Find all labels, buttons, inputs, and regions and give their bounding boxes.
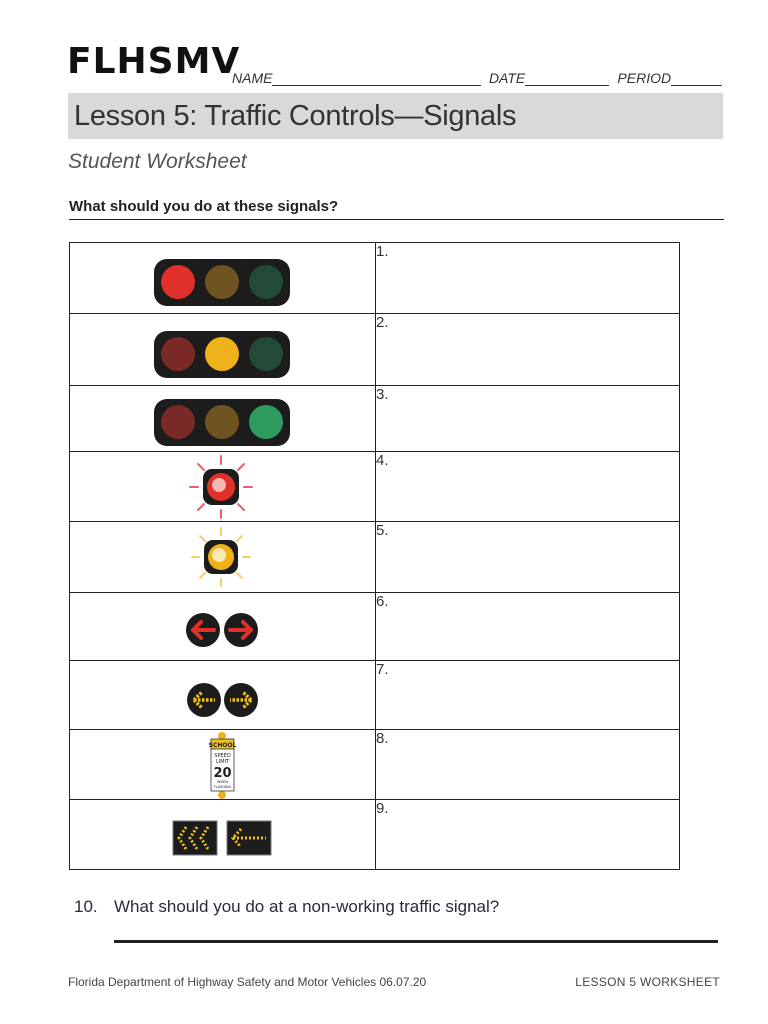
table-row bbox=[70, 800, 680, 870]
sign-limit-text: LIMIT bbox=[215, 759, 230, 765]
date-field[interactable] bbox=[525, 71, 609, 86]
signal-image-cell bbox=[70, 661, 376, 730]
signal-image-cell bbox=[70, 386, 376, 452]
answer-cell[interactable] bbox=[376, 452, 680, 522]
date-label: DATE bbox=[488, 70, 526, 86]
row-number: 5. bbox=[376, 522, 389, 539]
row-number: 1. bbox=[376, 243, 389, 260]
row-number: 2. bbox=[376, 314, 389, 331]
table-row bbox=[70, 386, 680, 452]
sign-top-text: SCHOOL bbox=[208, 742, 237, 749]
row-number: 8. bbox=[376, 730, 389, 747]
question-heading: What should you do at these signals? bbox=[69, 198, 724, 220]
period-field[interactable] bbox=[671, 71, 722, 86]
table-row bbox=[70, 661, 680, 730]
name-label: NAME bbox=[232, 70, 273, 86]
answer-cell[interactable] bbox=[376, 730, 680, 800]
answer-cell[interactable] bbox=[376, 386, 680, 452]
signal-image-cell bbox=[70, 314, 376, 386]
signal-image-cell bbox=[70, 522, 376, 593]
question-10-text: What should you do at a non-working traffic signal? bbox=[114, 897, 500, 916]
footer-right: LESSON 5 WORKSHEET bbox=[575, 975, 720, 989]
signals-table bbox=[69, 242, 680, 870]
sign-flashing-text: FLASHING bbox=[213, 785, 232, 789]
question-10-number: 10. bbox=[74, 897, 98, 916]
sign-value-text: 20 bbox=[213, 766, 232, 781]
school-speed-limit-sign-icon bbox=[70, 730, 375, 800]
answer-cell[interactable] bbox=[376, 661, 680, 730]
signal-image-cell bbox=[70, 730, 376, 800]
row-number: 4. bbox=[376, 452, 389, 469]
yellow-arrows-icon bbox=[70, 661, 375, 730]
answer-cell[interactable] bbox=[376, 800, 680, 870]
period-label: PERIOD bbox=[617, 70, 672, 86]
row-number: 3. bbox=[376, 386, 389, 403]
sign-speed-text: SPEED bbox=[214, 753, 231, 759]
table-row bbox=[70, 593, 680, 661]
answer-cell[interactable] bbox=[376, 522, 680, 593]
red-arrows-icon bbox=[70, 593, 375, 661]
footer-left: Florida Department of Highway Safety and Motor Vehicles 06.07.20 bbox=[68, 975, 427, 989]
traffic-light-yellow-icon bbox=[70, 314, 375, 386]
logo-text: FLHSMV bbox=[67, 41, 241, 82]
question-10-answer-line[interactable] bbox=[114, 940, 718, 943]
table-row bbox=[70, 522, 680, 593]
signal-image-cell bbox=[70, 800, 376, 870]
traffic-light-red-icon bbox=[70, 243, 375, 314]
sign-when-text: WHEN bbox=[217, 780, 228, 784]
flhsmv-logo bbox=[67, 40, 240, 80]
page-title: Lesson 5: Traffic Controls—Signals bbox=[74, 100, 517, 132]
table-row bbox=[70, 730, 680, 800]
flashing-red-light-icon bbox=[70, 452, 375, 522]
table-row bbox=[70, 314, 680, 386]
answer-cell[interactable] bbox=[376, 593, 680, 661]
arrow-board-icon bbox=[70, 800, 375, 870]
question-10 bbox=[74, 897, 499, 917]
row-number: 9. bbox=[376, 800, 389, 817]
signal-image-cell bbox=[70, 593, 376, 661]
name-field[interactable] bbox=[272, 71, 480, 86]
traffic-light-green-icon bbox=[70, 386, 375, 452]
answer-cell[interactable] bbox=[376, 314, 680, 386]
student-info-fields bbox=[232, 70, 722, 86]
row-number: 7. bbox=[376, 661, 389, 678]
title-bar bbox=[68, 93, 723, 139]
signal-image-cell bbox=[70, 243, 376, 314]
page-subtitle: Student Worksheet bbox=[68, 150, 247, 173]
signal-image-cell bbox=[70, 452, 376, 522]
row-number: 6. bbox=[376, 593, 389, 610]
table-row bbox=[70, 243, 680, 314]
flashing-yellow-light-icon bbox=[70, 522, 375, 593]
answer-cell[interactable] bbox=[376, 243, 680, 314]
table-row bbox=[70, 452, 680, 522]
